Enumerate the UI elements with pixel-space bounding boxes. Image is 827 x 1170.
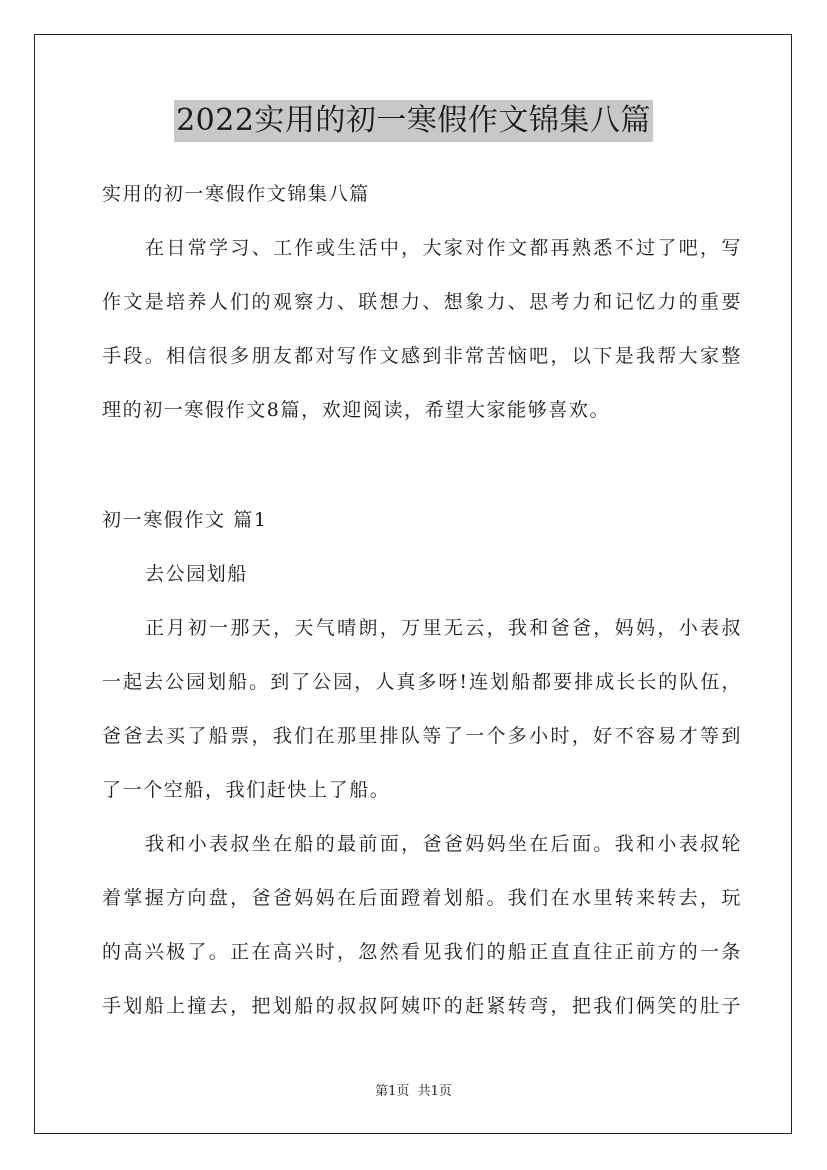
essay-title: 去公园划船 [145,563,249,585]
intro-line: 在日常学习、工作或生活中，大家对作文都再熟悉不过了吧，写 [145,237,742,259]
paragraph-line: 正月初一那天，天气晴朗，万里无云，我和爸爸，妈妈，小表叔 [145,617,742,639]
paragraph-line: 的高兴极了。正在高兴时，忽然看见我们的船正直直往正前方的一条 [102,941,742,963]
document-subtitle: 实用的初一寒假作文锦集八篇 [102,183,370,205]
intro-line: 作文是培养人们的观察力、联想力、想象力、思考力和记忆力的重要 [102,291,742,313]
title-container [0,100,827,142]
paragraph-line: 了一个空船，我们赶快上了船。 [102,779,391,801]
paragraph-line: 我和小表叔坐在船的最前面，爸爸妈妈坐在后面。我和小表叔轮 [145,833,742,855]
paragraph-line: 一起去公园划船。到了公园，人真多呀!连划船都要排成长长的队伍， [102,671,742,693]
paragraph-line: 着掌握方向盘，爸爸妈妈在后面蹬着划船。我们在水里转来转去，玩 [102,887,742,909]
document-title: 2022实用的初一寒假作文锦集八篇 [174,100,653,142]
paragraph-line: 手划船上撞去，把划船的叔叔阿姨吓的赶紧转弯，把我们俩笑的肚子 [102,995,742,1017]
section-heading: 初一寒假作文 篇1 [102,509,268,531]
intro-line: 手段。相信很多朋友都对写作文感到非常苦恼吧，以下是我帮大家整 [102,345,742,367]
intro-line: 理的初一寒假作文8篇，欢迎阅读，希望大家能够喜欢。 [102,399,611,421]
page-number-footer: 第1页 共1页 [375,1084,452,1099]
paragraph-line: 爸爸去买了船票，我们在那里排队等了一个多小时，好不容易才等到 [102,725,742,747]
